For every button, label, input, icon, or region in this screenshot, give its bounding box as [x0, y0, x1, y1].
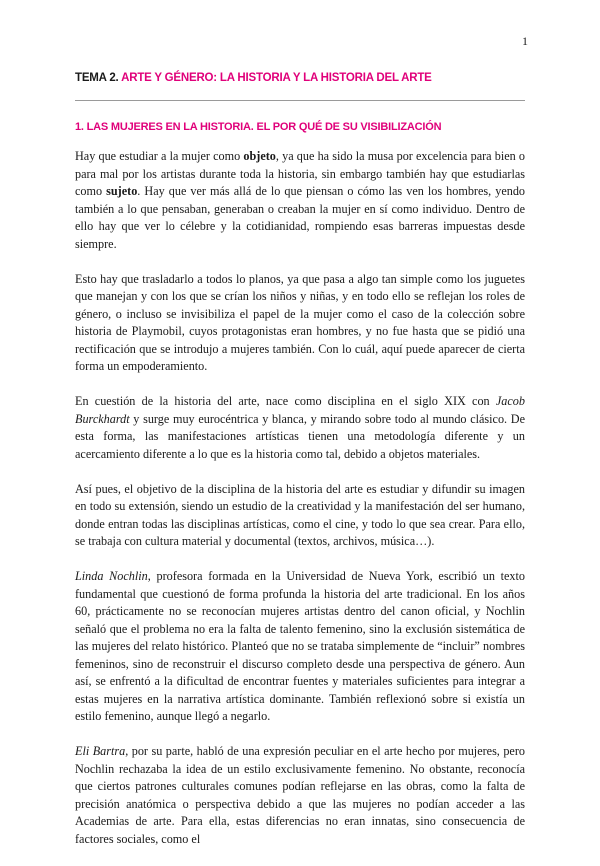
paragraph-5	[75, 568, 525, 726]
name-linda-nochlin: Linda Nochlin	[75, 569, 148, 583]
paragraph-1-text-a: Hay que estudiar a la mujer como	[75, 149, 244, 163]
name-jacob-burckhardt: Jacob Burckhardt	[75, 394, 525, 426]
name-eli-bartra: Eli Bartra	[75, 744, 126, 758]
paragraph-6-text-b: , por su parte, habló de una expresión peculiar en el arte hecho por mujeres, pero Nochlin rechazaba la idea de un estilo exclusivamente femenino. No obstante, reconocía que ciertos patrones culturales comunes podían reflejarse en las obras, como la falta de precisión anatómica o perspectiva debido a que las mujeres no podían acceder a las Academias de arte. Para ella, estas diferencias no eran innatas, sino consecuencia de factores sociales, como el	[75, 744, 525, 846]
paragraph-5-text-b: , profesora formada en la Universidad de Nueva York, escribió un texto fundamental que cuestionó de forma profunda la historia del arte tradicional. En los años 60, prácticamente no se reconocían mujeres artistas dentro del canon oficial, y Nochlin señaló que el problema no era la falta de talento femenino, sino la exclusión sistemática de las mujeres del relato histórico. Planteó que no se trataba simplemente de “incluir” nombres femeninos, sino de reconstruir el discurso completo desde una perspectiva de género. Aun así, se enfrentó a la dificultad de encontrar fuentes y materiales suficientes para integrar a estas mujeres en la narrativa artística dominante. También reflexionó sobre si existía un estilo femenino, aunque llegó a negarlo.	[75, 569, 525, 723]
paragraph-6	[75, 743, 525, 848]
paragraph-4: Así pues, el objetivo de la disciplina de la historia del arte es estudiar y difundir su imagen en todo su extensión, siendo un estudio de la creatividad y la manifestación del ser humano, donde entran todas las disciplinas artísticas, como el cine, y todo lo que sea crear. Para ello, se trabaja con cultura material y documental (textos, archivos, música…).	[75, 481, 525, 548]
page-number: 1	[522, 34, 528, 48]
section-heading: 1. LAS MUJERES EN LA HISTORIA. EL POR QUÉ DE SU VISIBILIZACIÓN	[75, 121, 442, 133]
term-sujeto: sujeto	[106, 184, 138, 198]
paragraph-3-text-c: y surge muy eurocéntrica y blanca, y mirando sobre todo al mundo clásico. De esta forma, las manifestaciones artísticas tienen una metodología diferente y un acercamiento diferente a lo que es la historia como tal, debido a objetos materiales.	[75, 411, 525, 461]
title-text: ARTE Y GÉNERO: LA HISTORIA Y LA HISTORIA DEL ARTE	[118, 72, 432, 84]
title-divider	[75, 100, 525, 101]
document-title	[75, 72, 525, 84]
paragraph-2: Esto hay que trasladarlo a todos lo planos, ya que pasa a algo tan simple como los juguetes que manejan y con los que se crían los niños y niñas, y en todo ello se reflejan los roles de género, o incluso se invisibiliza el papel de la mujer como el caso de la colección sobre historia de Playmobil, cuyos protagonistas eran hombres, y no fue hasta que se pidió una rectificación que se introdujo a mujeres también. Con lo cuál, aquí puede aparecer de cierta forma un empoderamiento.	[75, 271, 525, 373]
paragraph-1-text-e: . Hay que ver más allá de lo que piensan o cómo las ven los hombres, yendo también a lo que pensaban, generaban o creaban la mujer en sí como individuo. Dentro de ello hay que ver lo célebre y la cotidianidad, rompiendo esas barreras impuestas desde siempre.	[75, 184, 526, 251]
body-text	[75, 148, 525, 866]
term-objeto: objeto	[243, 149, 276, 163]
title-prefix: TEMA 2.	[75, 72, 119, 84]
paragraph-1-text-c: , ya que ha sido la musa por excelencia para bien o para mal por los artistas durante toda la historia, sin embargo también hay que estudiarlas como	[75, 149, 525, 198]
paragraph-3-text-a: En cuestión de la historia del arte, nace como disciplina en el siglo XIX con	[75, 394, 496, 408]
paragraph-3	[75, 393, 525, 463]
paragraph-1	[75, 148, 525, 253]
